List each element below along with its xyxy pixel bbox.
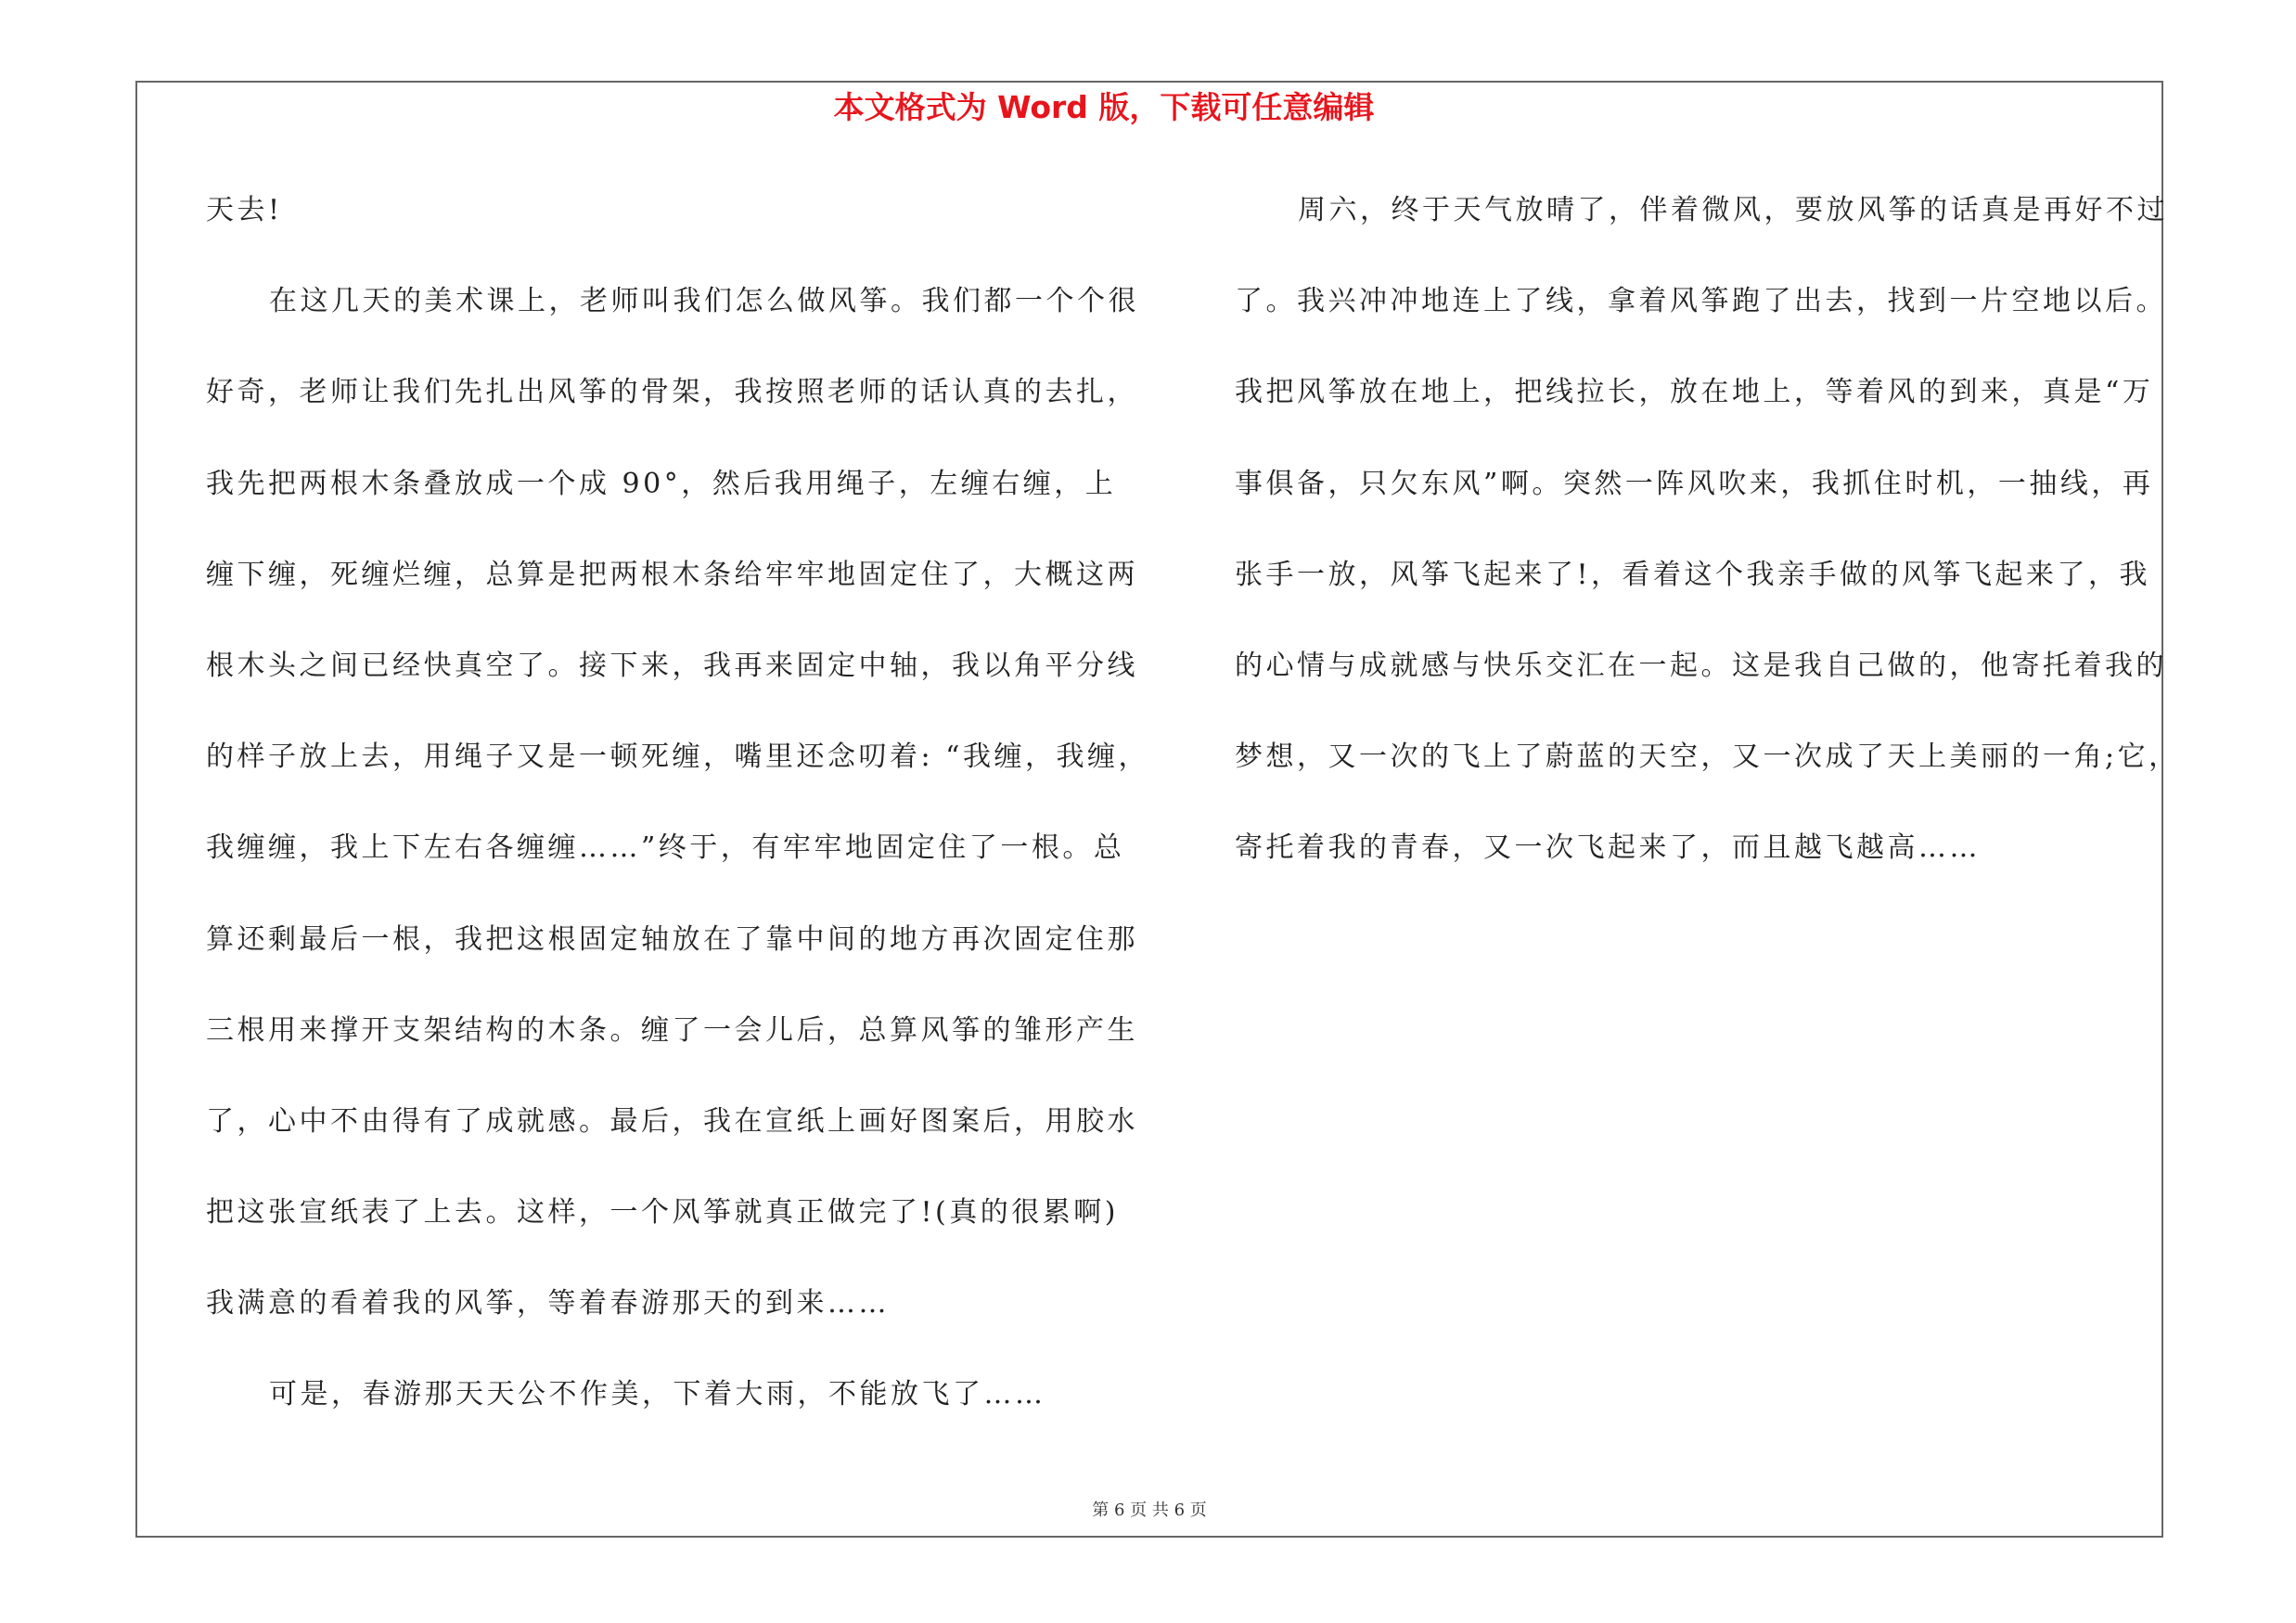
text-line: 周六，终于天气放晴了，伴着微风，要放风筝的话真是再好不过: [1298, 194, 2168, 226]
paragraph: [206, 256, 1149, 1349]
paragraph: [206, 165, 1143, 256]
text-line: 我把风筝放在地上，把线拉长，放在地上，等着风的到来，真是“万: [1235, 376, 2154, 409]
text-line: 的心情与成就感与快乐交汇在一起。这是我自己做的，他寄托着我的: [1235, 649, 2167, 682]
text-line: 根木头之间已经快真空了。接下来，我再来固定中轴，我以角平分线: [206, 649, 1138, 682]
text-line: 可是，春游那天天公不作美，下着大雨，不能放飞了……: [269, 1378, 1046, 1411]
text-line: 了，心中不由得有了成就感。最后，我在宣纸上画好图案后，用胶水: [206, 1104, 1138, 1138]
text-line: 算还剩最后一根，我把这根固定轴放在了靠中间的地方再次固定住那: [206, 922, 1138, 956]
text-line: 我缠缠，我上下左右各缠缠……”终于，有牢牢地固定住了一根。总: [206, 831, 1125, 865]
text-line: 天去!: [206, 194, 283, 226]
text-line: 了。我兴冲冲地连上了线，拿着风筝跑了出去，找到一片空地以后。: [1235, 285, 2167, 318]
text-line: 在这几天的美术课上，老师叫我们怎么做风筝。我们都一个个很: [269, 285, 1139, 318]
text-line: 寄托着我的青春，又一次飞起来了，而且越飞越高……: [1235, 831, 1981, 865]
text-line: 好奇，老师让我们先扎出风筝的骨架，我按照老师的话认真的去扎，: [206, 376, 1138, 409]
right-column: [1235, 165, 2180, 895]
text-line: 缠下缠，死缠烂缠，总算是把两根木条给牢牢地固定住了，大概这两: [206, 558, 1138, 591]
text-line: 三根用来撑开支架结构的木条。缠了一会儿后，总算风筝的雏形产生: [206, 1013, 1138, 1047]
text-line: 张手一放，风筝飞起来了!，看着这个我亲手做的风筝飞起来了，我: [1235, 558, 2151, 591]
paragraph: [1235, 165, 2180, 895]
left-column: [206, 165, 1149, 1441]
text-line: 我先把两根木条叠放成一个成 90°，然后我用绳子，左缠右缠，上: [206, 467, 1117, 500]
page-number: 第 6 页 共 6 页: [1092, 1501, 1207, 1520]
text-line: 我满意的看着我的风筝，等着春游那天的到来……: [206, 1287, 890, 1320]
paragraph: [206, 1349, 1143, 1440]
text-line: 的样子放上去，用绳子又是一顿死缠，嘴里还念叨着: “我缠，我缠，: [206, 741, 1149, 774]
text-line: 把这张宣纸表了上去。这样，一个风筝就真正做完了!(真的很累啊): [206, 1196, 1119, 1230]
text-line: 事俱备，只欠东风”啊。突然一阵风吹来，我抓住时机，一抽线，再: [1235, 467, 2154, 500]
format-notice: 本文格式为 Word 版，下载可任意编辑: [833, 89, 1375, 125]
text-line: 梦想，又一次的飞上了蔚蓝的天空，又一次成了天上美丽的一角;它，: [1235, 741, 2180, 774]
